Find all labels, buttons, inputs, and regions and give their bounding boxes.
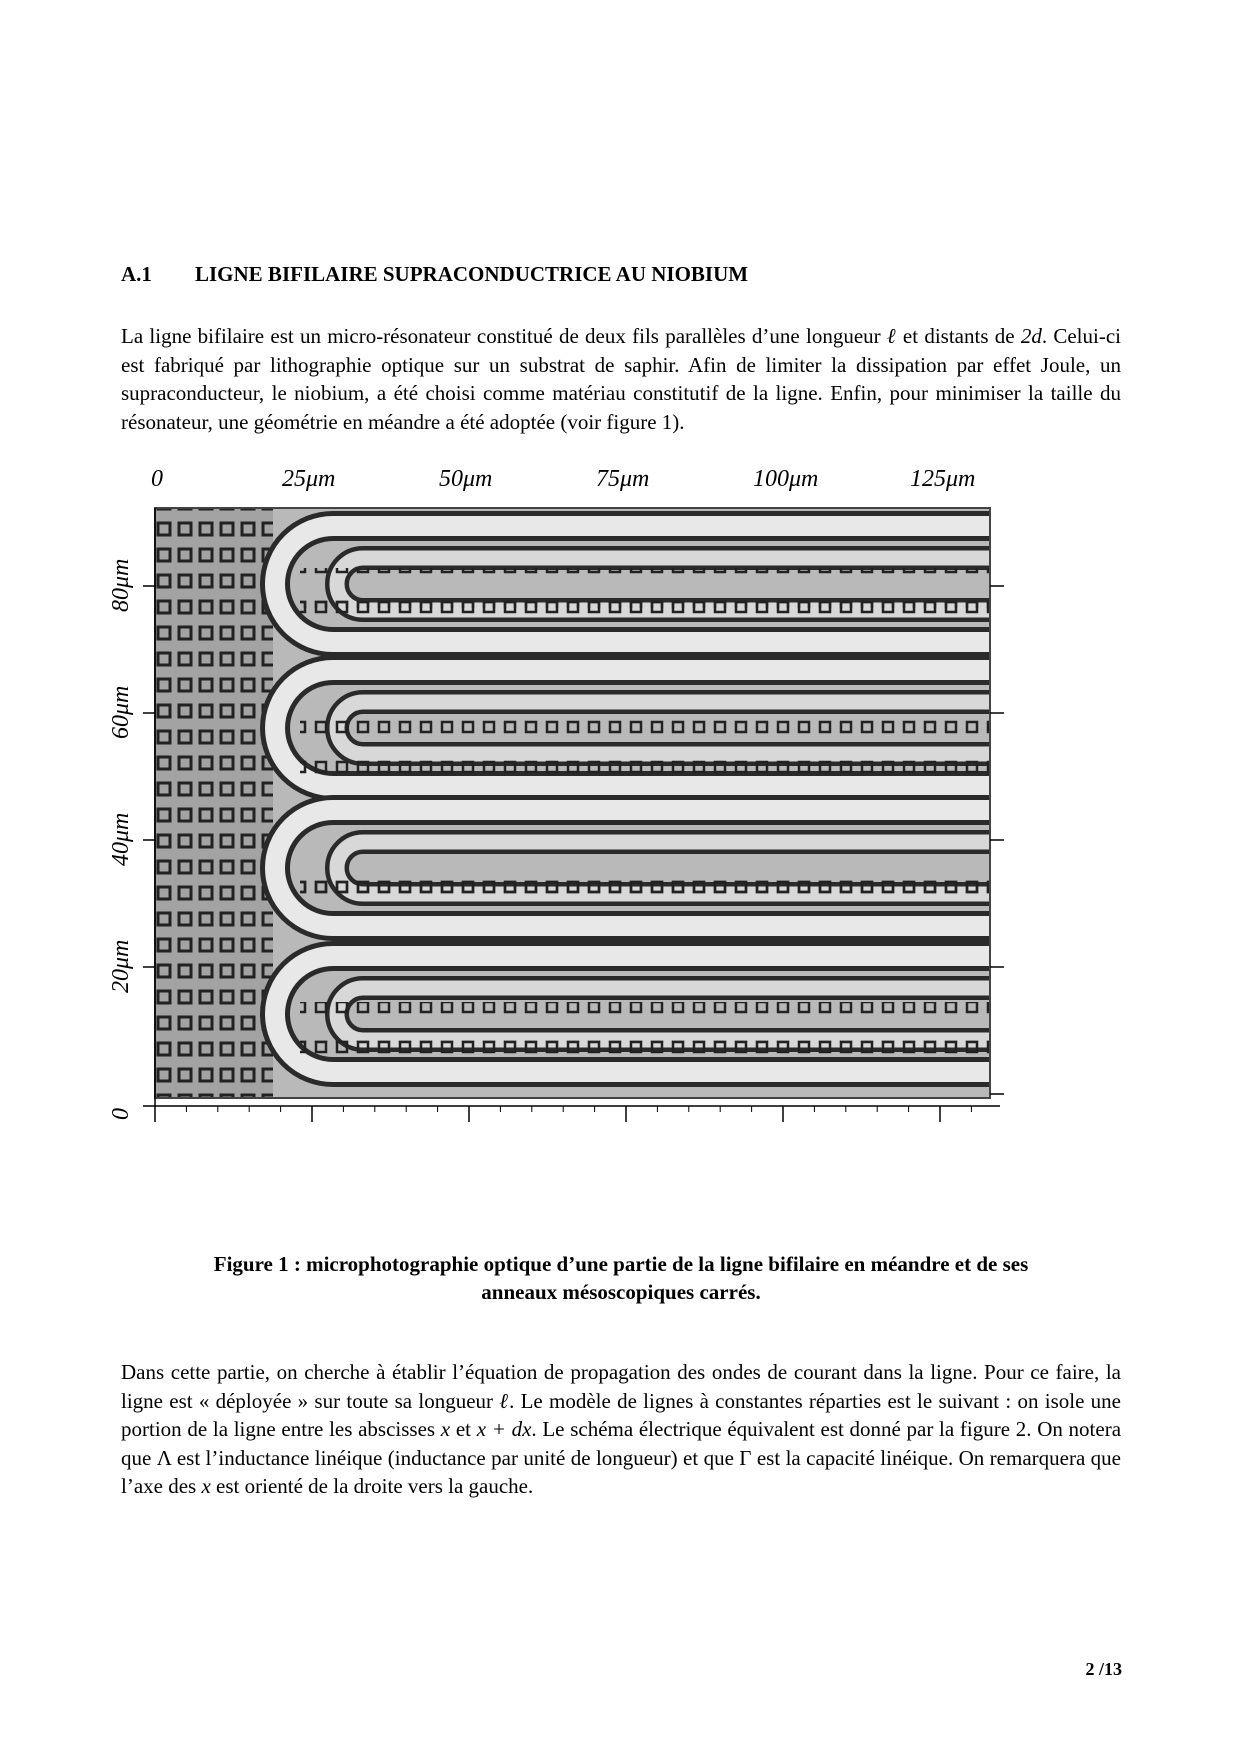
x-tick-label: 0 — [151, 466, 163, 492]
text-run: La ligne bifilaire est un micro-résonateur constitué de deux fils parallèles d’une longueur — [121, 324, 887, 348]
text-run: et distants de — [896, 324, 1021, 348]
x-tick-label: 25μm — [282, 466, 336, 492]
text-run: . Le schéma électrique équivalent est donné par la figure 2. On notera que — [121, 1417, 1122, 1470]
caption-line-2: anneaux mésoscopiques carrés. — [481, 1280, 761, 1304]
x-tick-label: 100μm — [753, 466, 819, 492]
y-tick-label: 80μm — [108, 558, 134, 612]
math-x-plus-dx: x + dx — [476, 1417, 532, 1441]
text-run: est l’inductance linéique (inductance par unité de longueur) et que — [171, 1445, 740, 1470]
math-gamma: Γ — [739, 1445, 752, 1470]
page-number: 2 /13 — [1085, 1659, 1122, 1679]
math-2d: 2d — [1020, 324, 1042, 348]
math-lambda: Λ — [156, 1445, 172, 1470]
x-tick-label: 75μm — [596, 466, 650, 492]
body-paragraph — [121, 1358, 1121, 1501]
y-tick-label: 0 — [108, 1108, 134, 1120]
micrograph-figure — [108, 466, 1120, 1248]
ring-row — [300, 878, 990, 918]
caption-line-1: Figure 1 : microphotographie optique d’une partie de la ligne bifilaire en méandre et de ses — [213, 1252, 1029, 1276]
y-tick-label: 40μm — [108, 812, 134, 866]
figure-caption — [121, 1250, 1121, 1306]
math-ell: ℓ — [499, 1388, 510, 1413]
intro-paragraph — [121, 322, 1121, 436]
ring-row — [300, 1022, 990, 1062]
meander-line — [275, 526, 990, 1072]
section-number: A.1 — [121, 262, 152, 286]
text-run: est orienté de la droite vers la gauche. — [210, 1474, 534, 1498]
y-tick-label: 20μm — [108, 939, 134, 993]
x-tick-label: 50μm — [439, 466, 493, 492]
text-run: est la capacité linéique. On remarquera que l’axe des — [121, 1445, 1121, 1498]
ring-row — [300, 734, 990, 774]
text-run: . Le modèle de lignes à constantes réparties est le suivant : on isole une portion de la ligne entre les abscisses — [121, 1388, 1121, 1441]
x-tick-label: 125μm — [910, 466, 976, 492]
y-tick-label: 60μm — [108, 685, 134, 739]
text-run: Dans cette partie, on cherche à établir l’équation de propagation des ondes de courant dans la ligne. Pour ce faire, la ligne est « déployée » sur toute sa longueur — [121, 1360, 1121, 1413]
section-title: LIGNE BIFILAIRE SUPRACONDUCTRICE AU NIOBIUM — [195, 262, 749, 286]
section-heading — [121, 262, 748, 287]
text-run: et — [450, 1417, 477, 1441]
math-ell: ℓ — [886, 324, 897, 348]
math-x: x — [440, 1417, 451, 1441]
math-x: x — [201, 1474, 211, 1498]
square-rings-array — [155, 508, 273, 1098]
text-run: . Celui-ci est fabriqué par lithographie optique sur un substrat de saphir. Afin de limiter la dissipation par effet Joule, un supraconducteur, le niobium, a été choisi comme matériau constitutif de la ligne. Enfin, pour minimiser la taille du résonateur, une géométrie en méandre a été adoptée (voir figure 1). — [121, 324, 1121, 434]
ring-row — [300, 588, 990, 628]
